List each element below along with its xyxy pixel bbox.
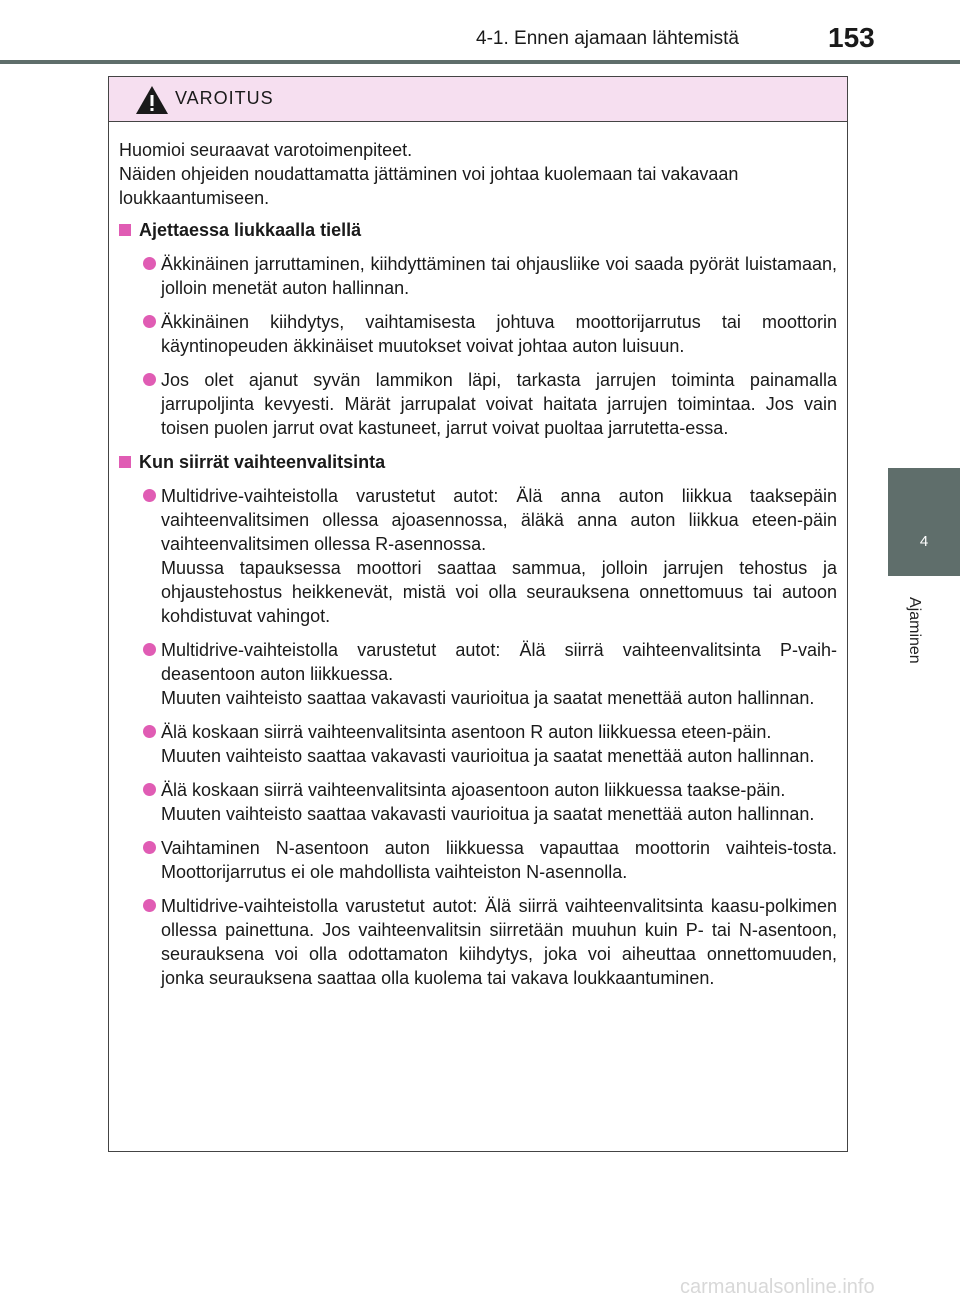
chapter-tab[interactable] — [888, 468, 960, 576]
round-bullet-icon — [143, 841, 156, 854]
warning-triangle-icon — [135, 85, 169, 115]
list-item — [119, 638, 837, 710]
list-item-text: Muuten vaihteisto saattaa vakavasti vaurioitua ja saatat menettää auton hallinnan. — [161, 746, 815, 766]
round-bullet-icon — [143, 899, 156, 912]
list-item-text: Jos olet ajanut syvän lammikon läpi, tarkasta jarrujen toiminta painamalla jarrupoljinta kevyesti. Märät jarrupalat voivat haitata jarrujen toimintaa. Jos vain toisen puolen jarrut ovat kastuneet, jarrut voivat puoltaa jarrutetta-essa. — [161, 370, 837, 438]
square-bullet-icon — [119, 456, 131, 468]
warning-title: VAROITUS — [175, 88, 274, 108]
chapter-number: 4 — [919, 533, 929, 550]
list-item — [119, 368, 837, 440]
list-item-text: Älä koskaan siirrä vaihteenvalitsinta asentoon R auton liikkuessa eteen-päin. — [161, 722, 772, 742]
list-item-text: Muuten vaihteisto saattaa vakavasti vaurioitua ja saatat menettää auton hallinnan. — [161, 688, 815, 708]
list-item-text: Muuten vaihteisto saattaa vakavasti vaurioitua ja saatat menettää auton hallinnan. — [161, 804, 815, 824]
list-item — [119, 484, 837, 628]
intro-line: Näiden ohjeiden noudattamatta jättäminen voi johtaa kuolemaan tai vakavaan loukkaantumiseen. — [119, 164, 739, 208]
list-item-text: Multidrive-vaihteistolla varustetut autot: Älä siirrä vaihteenvalitsinta kaasu-polkimen ollessa painettuna. Jos vaihteenvalitsin siirretään muuhun kuin P- tai N-asentoon, seurauksena voi olla odottamaton kiihdytys, joka voi aiheuttaa onnettomuuden, jonka seurauksena saattaa olla kuolema tai vakava loukkaantuminen. — [161, 896, 837, 988]
list-item — [119, 720, 837, 768]
round-bullet-icon — [143, 725, 156, 738]
round-bullet-icon — [143, 489, 156, 502]
list-item-text: Muussa tapauksessa moottori saattaa sammua, jolloin jarrujen tehostus ja ohjaustehostus heikkenevät, mistä voi olla seurauksena onnettomuus tai autoon kohdistuvat vahingot. — [161, 558, 837, 626]
list-item-text: Vaihtaminen N-asentoon auton liikkuessa vapauttaa moottorin vaihteis-tosta. Moottorijarrutus ei ole mahdollista vaihteiston N-asennolla. — [161, 838, 837, 882]
round-bullet-icon — [143, 783, 156, 796]
list-item-text: Multidrive-vaihteistolla varustetut autot: Älä siirrä vaihteenvalitsinta P-vaih-deasentoon auton liikkuessa. — [161, 640, 837, 684]
list-item-text: Älä koskaan siirrä vaihteenvalitsinta ajoasentoon auton liikkuessa taakse-päin. — [161, 780, 786, 800]
list-item-text: Äkkinäinen kiihdytys, vaihtamisesta johtuva moottorijarrutus tai moottorin käyntinopeuden äkkinäiset muutokset voivat johtaa auton luisuun. — [161, 312, 837, 356]
section-heading — [119, 450, 837, 474]
warning-intro — [119, 138, 837, 210]
round-bullet-icon — [143, 257, 156, 270]
list-item — [119, 894, 837, 990]
list-item — [119, 778, 837, 826]
chapter-name: Ajaminen — [906, 596, 923, 664]
warning-header — [109, 77, 847, 122]
round-bullet-icon — [143, 643, 156, 656]
warning-body — [109, 122, 847, 990]
watermark: carmanualsonline.info — [680, 1276, 875, 1298]
page-number: 153 — [828, 22, 875, 53]
list-item — [119, 836, 837, 884]
list-item-text: Äkkinäinen jarruttaminen, kiihdyttäminen tai ohjausliike voi saada pyörät luistamaan, jolloin menetät auton hallinnan. — [161, 254, 837, 298]
intro-line: Huomioi seuraavat varotoimenpiteet. — [119, 140, 413, 160]
section-title: 4-1. Ennen ajamaan lähtemistä — [476, 28, 739, 49]
warning-box — [108, 76, 848, 1152]
list-item — [119, 310, 837, 358]
section-heading-text: Ajettaessa liukkaalla tiellä — [139, 220, 362, 240]
section-heading — [119, 218, 837, 242]
list-item — [119, 252, 837, 300]
section-heading-text: Kun siirrät vaihteenvalitsinta — [139, 452, 386, 472]
round-bullet-icon — [143, 315, 156, 328]
list-item-text: Multidrive-vaihteistolla varustetut autot: Älä anna auton liikkua taaksepäin vaihteenvalitsimen ollessa ajoasennossa, äläkä anna auton liikkua eteen-päin vaihteenvalitsimen ollessa R-asennossa. — [161, 486, 837, 554]
round-bullet-icon — [143, 373, 156, 386]
header-divider — [0, 60, 960, 64]
square-bullet-icon — [119, 224, 131, 236]
